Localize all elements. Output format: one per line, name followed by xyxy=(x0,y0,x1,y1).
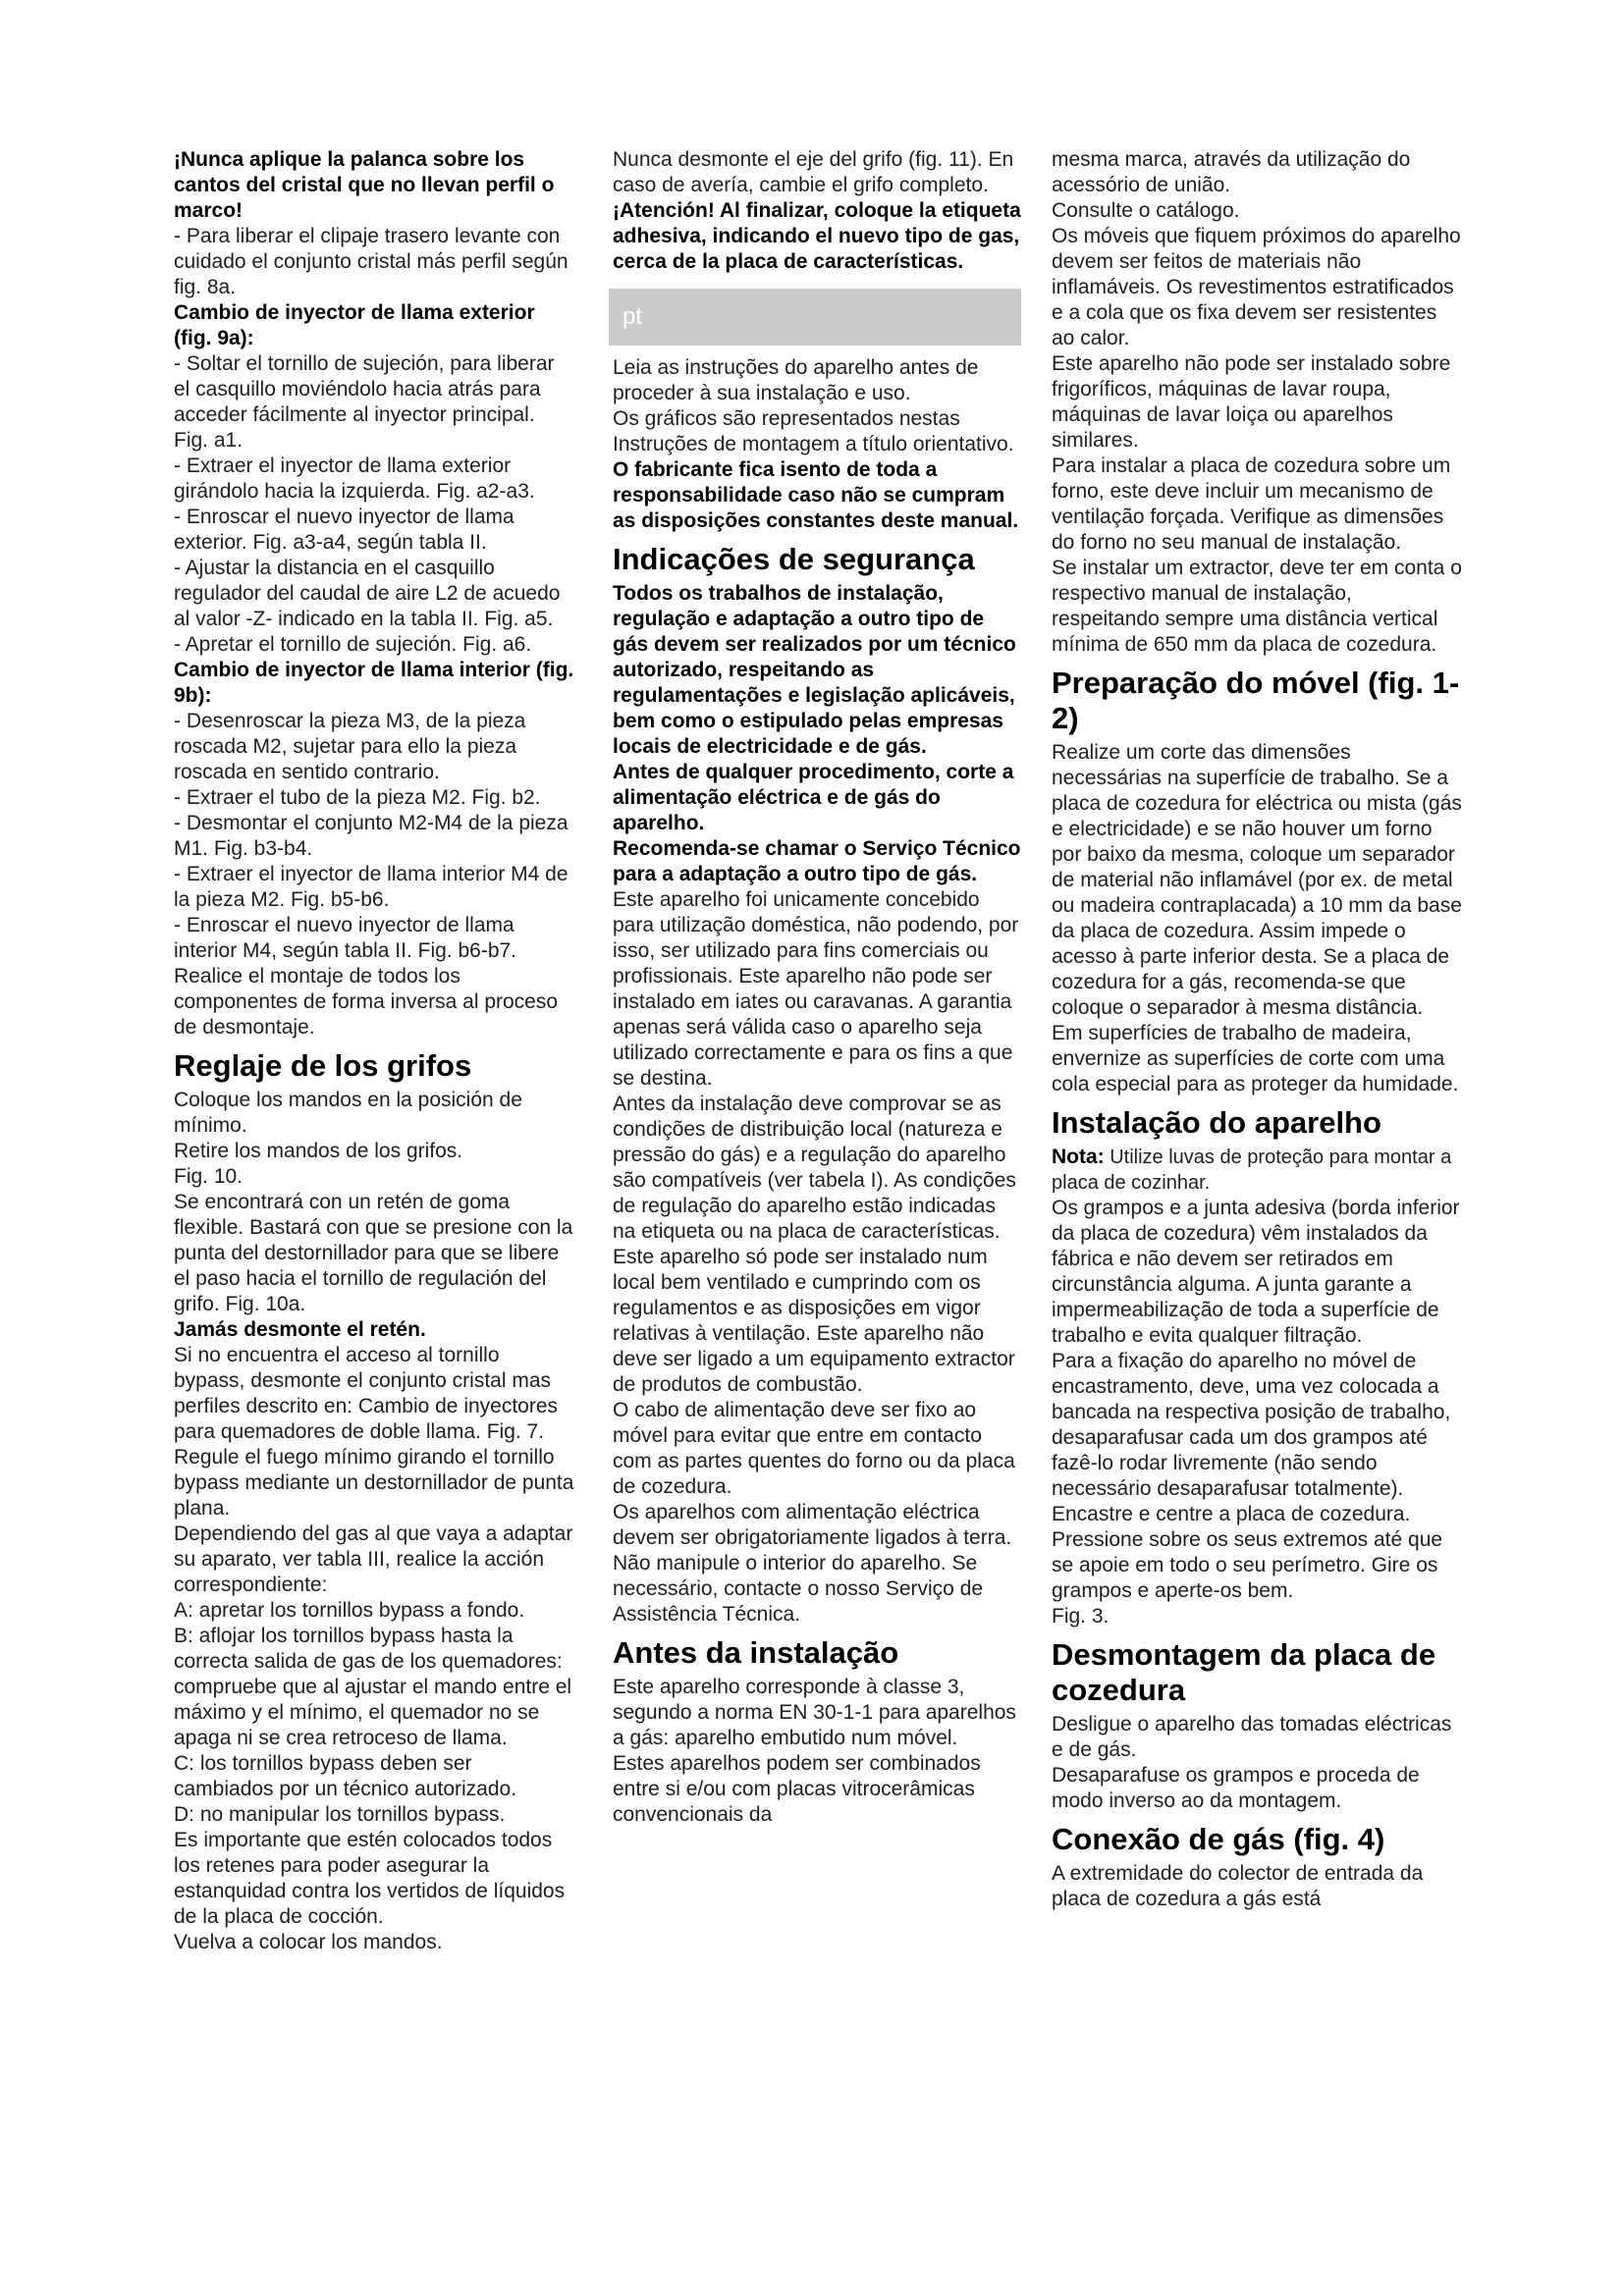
bold-paragraph: O fabricante fica isento de toda a responsabilidade caso não se cumpram as disposições constantes deste manual. xyxy=(613,458,1019,532)
paragraph: Regule el fuego mínimo girando el tornillo bypass mediante un destornillador de punta plana. xyxy=(174,1446,574,1520)
paragraph: B: aflojar los tornillos bypass hasta la correcta salida de gas de los quemadores: xyxy=(174,1625,563,1673)
paragraph: C: los tornillos bypass deben ser cambiados por un técnico autorizado. xyxy=(174,1752,517,1800)
section-heading: Antes da instalação xyxy=(613,1635,899,1670)
paragraph: Os grampos e a junta adesiva (borda inferior da placa de cozedura) vêm instalados da fábrica e não devem ser retirados em circunstância alguma. A junta garante a impermeabilização de toda a superfície de trabalho e evita qualquer filtração. xyxy=(1052,1197,1460,1347)
section-heading: Conexão de gás (fig. 4) xyxy=(1052,1822,1385,1856)
column-middle xyxy=(613,147,1021,1828)
section-heading: Desmontagem da placa de cozedura xyxy=(1052,1637,1436,1707)
paragraph: Desaparafuse os grampos e proceda de modo inverso ao da montagem. xyxy=(1052,1764,1420,1812)
paragraph: - Desmontar el conjunto M2-M4 de la pieza M1. Fig. b3-b4. xyxy=(174,812,568,860)
paragraph: A: apretar los tornillos bypass a fondo. xyxy=(174,1599,525,1622)
paragraph: - Enroscar el nuevo inyector de llama interior M4, según tabla II. Fig. b6-b7. xyxy=(174,914,517,962)
paragraph: Dependiendo del gas al que vaya a adaptar su aparato, ver tabla III, realice la acción correspondiente: xyxy=(174,1522,573,1596)
paragraph: D: no manipular los tornillos bypass. xyxy=(174,1803,506,1826)
paragraph: Os móveis que fiquem próximos do aparelho devem ser feitos de materiais não inflamáveis. Os revestimentos estratificados e a cola que os fixa devem ser resistentes ao calor. xyxy=(1052,225,1461,349)
bold-paragraph: ¡Atención! Al finalizar, coloque la etiqueta adhesiva, indicando el nuevo tipo de gas, cerca de la placa de características. xyxy=(613,199,1021,273)
section-heading: Instalação do aparelho xyxy=(1052,1105,1381,1140)
bold-paragraph: ¡Nunca aplique la palanca sobre los cantos del cristal que no llevan perfil o marco! xyxy=(174,148,555,222)
paragraph: Os aparelhos com alimentação eléctrica devem ser obrigatoriamente ligados à terra. xyxy=(613,1501,1012,1549)
paragraph: O cabo de alimentação deve ser fixo ao móvel para evitar que entre em contacto com as partes quentes do forno ou da placa de cozedura. xyxy=(613,1399,1015,1498)
bold-paragraph: Recomenda-se chamar o Serviço Técnico para a adaptação a outro tipo de gás. xyxy=(613,837,1021,885)
paragraph: Fig. 10. xyxy=(174,1165,244,1188)
paragraph: Não manipule o interior do aparelho. Se necessário, contacte o nosso Serviço de Assistência Técnica. xyxy=(613,1552,984,1626)
paragraph: Se instalar um extractor, deve ter em conta o respectivo manual de instalação, respeitando sempre uma distância vertical mínima de 650 mm da placa de cozedura. xyxy=(1052,557,1462,656)
paragraph: Desligue o aparelho das tomadas eléctricas e de gás. xyxy=(1052,1713,1452,1761)
paragraph: Os gráficos são representados nestas Instruções de montagem a título orientativo. xyxy=(613,407,1014,455)
paragraph: Nunca desmonte el eje del grifo (fig. 11). En caso de avería, cambie el grifo completo. xyxy=(613,148,1014,196)
paragraph: - Apretar el tornillo de sujeción. Fig. a6. xyxy=(174,633,532,656)
paragraph: Es importante que estén colocados todos los retenes para poder asegurar la estanquidad contra los vertidos de líquidos de la placa de cocción. xyxy=(174,1829,566,1928)
language-tab-pt: pt xyxy=(609,289,1021,346)
paragraph: Para instalar a placa de cozedura sobre um forno, este deve incluir um mecanismo de ventilação forçada. Verifique as dimensões do forno no seu manual de instalação. xyxy=(1052,454,1451,554)
bold-paragraph: Jamás desmonte el retén. xyxy=(174,1318,426,1341)
paragraph: Retire los mandos de los grifos. xyxy=(174,1140,463,1162)
paragraph: Este aparelho só pode ser instalado num local bem ventilado e cumprindo com os regulamentos e as disposições em vigor relativas à ventilação. Este aparelho não deve ser ligado a um equipamento extractor de produtos de combustão. xyxy=(613,1246,1015,1396)
bold-paragraph: Cambio de inyector de llama exterior (fig. 9a): xyxy=(174,301,535,349)
paragraph: Em superfícies de trabalho de madeira, envernize as superfícies de corte com uma cola especial para as proteger da humidade. xyxy=(1052,1022,1459,1095)
paragraph: Se encontrará con un retén de goma flexible. Bastará con que se presione con la punta del destornillador para que se libere el paso hacia el tornillo de regulación del grifo. Fig. 10a. xyxy=(174,1191,573,1315)
section-heading: Preparação do móvel (fig. 1-2) xyxy=(1052,666,1460,735)
paragraph: Antes da instalação deve comprovar se as condições de distribuição local (natureza e pressão do gás) e a regulação do aparelho são compatíveis (ver tabela I). As condições de regulação do aparelho estão indicadas na etiqueta ou na placa de características. xyxy=(613,1093,1016,1243)
paragraph: - Extraer el inyector de llama interior M4 de la pieza M2. Fig. b5-b6. xyxy=(174,863,568,911)
paragraph: Este aparelho não pode ser instalado sobre frigoríficos, máquinas de lavar roupa, máquinas de lavar loiça ou aparelhos similares. xyxy=(1052,352,1451,452)
paragraph: Fig. 3. xyxy=(1052,1605,1110,1628)
paragraph: - Extraer el inyector de llama exterior girándolo hacia la izquierda. Fig. a2-a3. xyxy=(174,454,535,503)
bold-paragraph: Antes de qualquer procedimento, corte a alimentação eléctrica e de gás do aparelho. xyxy=(613,761,1014,834)
paragraph: Estes aparelhos podem ser combinados entre si e/ou com placas vitrocerâmicas convencionais da xyxy=(613,1752,981,1826)
paragraph: A extremidade do colector de entrada da placa de cozedura a gás está xyxy=(1052,1862,1424,1910)
note-label: Nota: xyxy=(1052,1146,1105,1168)
paragraph: Vuelva a colocar los mandos. xyxy=(174,1931,443,1953)
paragraph: - Ajustar la distancia en el casquillo regulador del caudal de aire L2 de acuedo al valor -Z- indicado en la tabla II. Fig. a5. xyxy=(174,557,561,630)
paragraph: compruebe que al ajustar el mando entre el máximo y el mínimo, el quemador no se apaga ni se crea retroceso de llama. xyxy=(174,1676,572,1749)
paragraph: Si no encuentra el acceso al tornillo bypass, desmonte el conjunto cristal mas perfiles descrito en: Cambio de inyectores para quemadores de doble llama. Fig. 7. xyxy=(174,1344,559,1443)
paragraph: - Para liberar el clipaje trasero levante con cuidado el conjunto cristal más perfil según fig. 8a. xyxy=(174,225,568,298)
bold-paragraph: Todos os trabalhos de instalação, regulação e adaptação a outro tipo de gás devem ser realizados por um técnico autorizado, respeitando as regulamentações e legislação aplicáveis, bem como o estipulado pelas empresas locais de electricidade e de gás. xyxy=(613,582,1016,758)
section-heading: Reglaje de los grifos xyxy=(174,1048,472,1083)
paragraph: Realice el montaje de todos los componentes de forma inversa al proceso de desmontaje. xyxy=(174,965,559,1039)
column-right xyxy=(1052,147,1464,1912)
paragraph: Coloque los mandos en la posición de mínimo. xyxy=(174,1089,522,1137)
note-paragraph xyxy=(1052,1145,1464,1196)
paragraph: - Enroscar el nuevo inyector de llama exterior. Fig. a3-a4, según tabla II. xyxy=(174,506,514,554)
paragraph: Realize um corte das dimensões necessárias na superfície de trabalho. Se a placa de cozedura for eléctrica ou mista (gás e electricidade) e se não houver um forno por baixo da mesma, coloque um separador de material não inflamável (por ex. de metal ou madeira contraplacada) a 10 mm da base da placa de cozedura. Assim impede o acesso à parte inferior desta. Se a placa de cozedura for a gás, recomenda-se que coloque o separador à mesma distância. xyxy=(1052,741,1462,1019)
paragraph: Para a fixação do aparelho no móvel de encastramento, deve, uma vez colocada a bancada na respectiva posição de trabalho, desaparafusar cada um dos grampos até fazê-lo rodar livremente (não sendo necessário desaparafusar totalmente). Encastre e centre a placa de cozedura. Pressione sobre os seus extremos até que se apoie em todo o seu perímetro. Gire os grampos e aperte-os bem. xyxy=(1052,1350,1451,1602)
section-heading: Indicações de segurança xyxy=(613,542,975,576)
paragraph: Leia as instruções do aparelho antes de proceder à sua instalação e uso. xyxy=(613,356,979,404)
paragraph: Este aparelho foi unicamente concebido para utilização doméstica, não podendo, por isso, ser utilizado para fins comerciais ou profissionais. Este aparelho não pode ser instalado em iates ou caravanas. A garantia apenas será válida caso o aparelho seja utilizado correctamente e para os fins a que se destina. xyxy=(613,888,1019,1090)
bold-paragraph: Cambio de inyector de llama interior (fig. 9b): xyxy=(174,659,574,707)
paragraph: Este aparelho corresponde à classe 3, segundo a norma EN 30-1-1 para aparelhos a gás: aparelho embutido num móvel. xyxy=(613,1676,1016,1749)
paragraph: - Extraer el tubo de la pieza M2. Fig. b2. xyxy=(174,786,541,809)
paragraph: mesma marca, através da utilização do acessório de união. xyxy=(1052,148,1411,196)
paragraph: Consulte o catálogo. xyxy=(1052,199,1240,222)
paragraph: - Desenroscar la pieza M3, de la pieza roscada M2, sujetar para ello la pieza roscada en sentido contrario. xyxy=(174,710,526,783)
column-left xyxy=(174,147,574,1955)
note-text: Utilize luvas de proteção para montar a placa de cozinhar. xyxy=(1052,1147,1452,1194)
paragraph: - Soltar el tornillo de sujeción, para liberar el casquillo moviéndolo hacia atrás para acceder fácilmente al inyector principal. Fig. a1. xyxy=(174,352,555,452)
